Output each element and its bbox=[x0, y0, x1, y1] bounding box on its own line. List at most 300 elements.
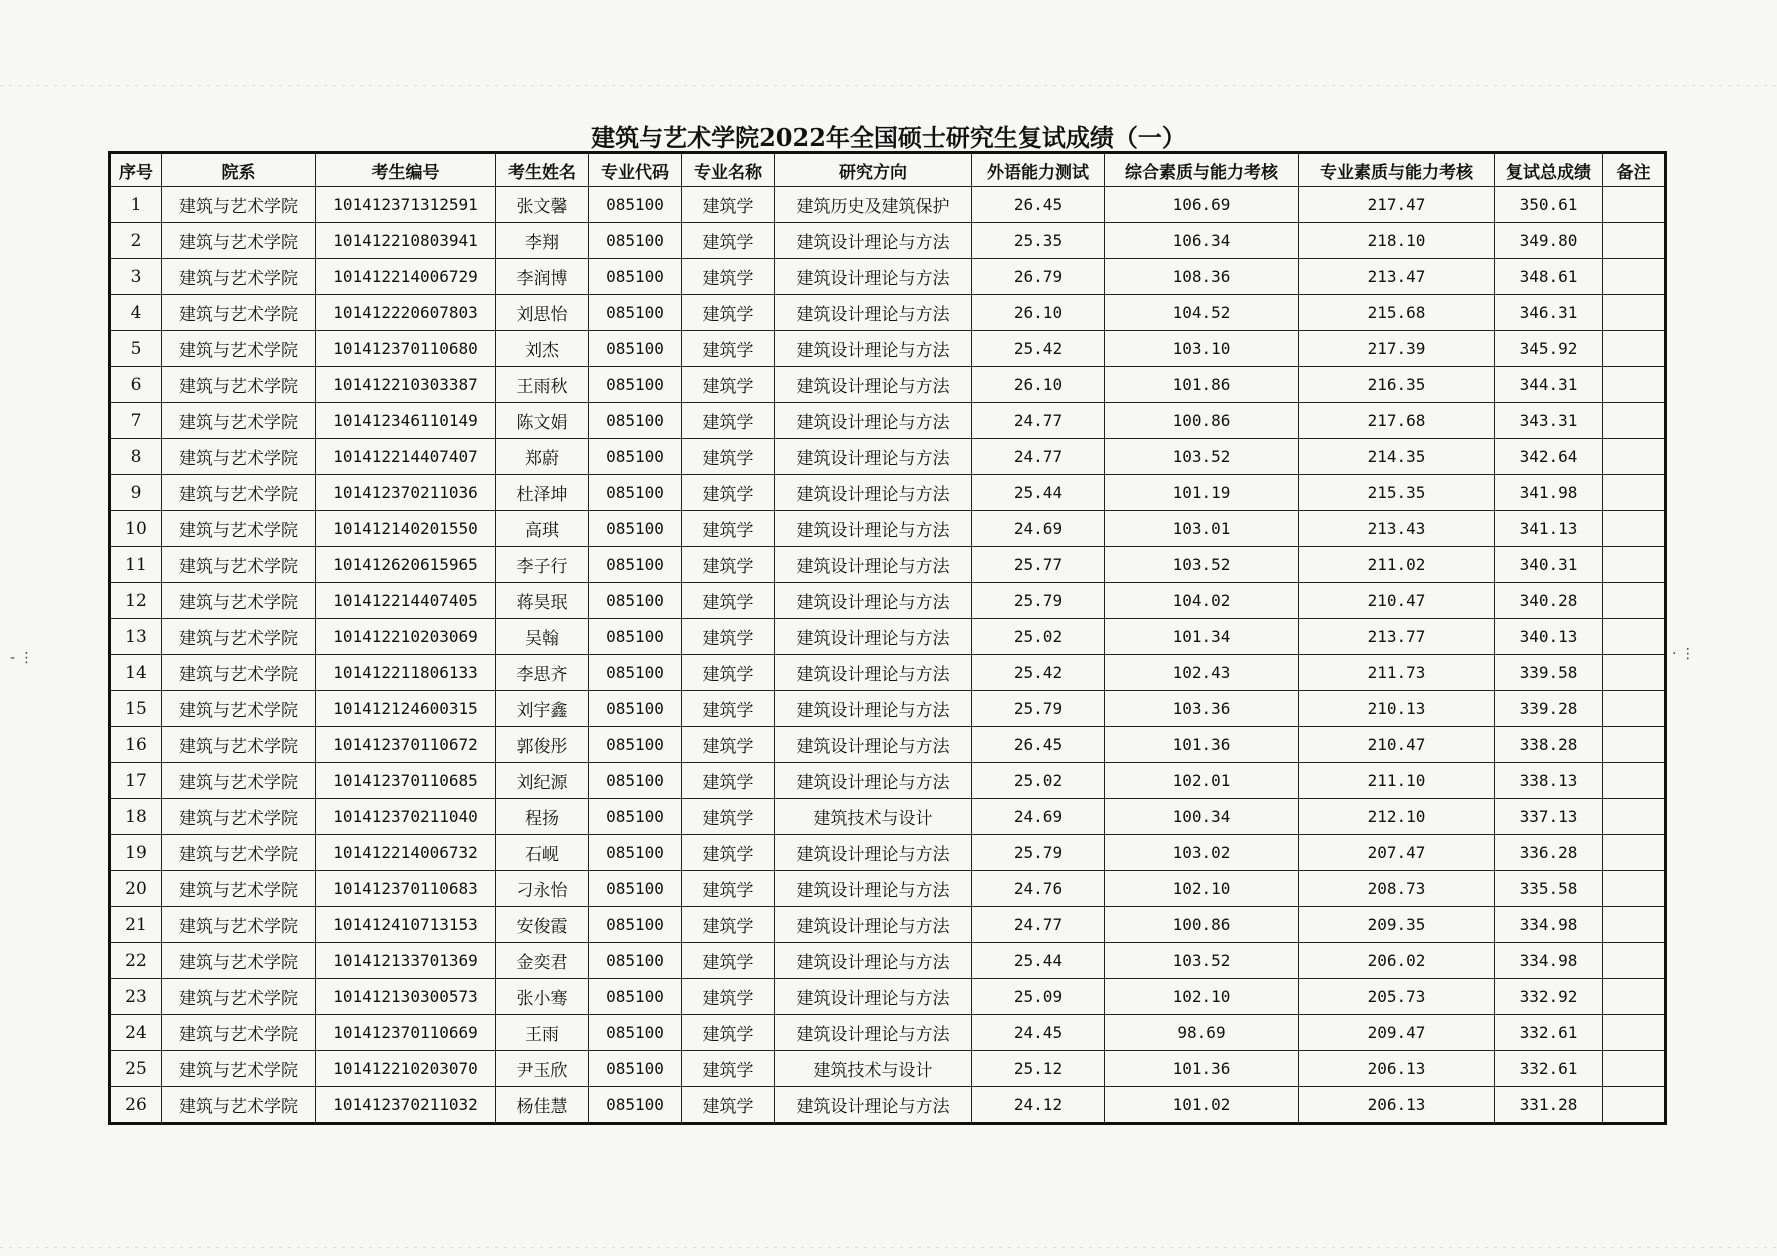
candidate-name-cell: 石岘 bbox=[496, 835, 589, 871]
scan-artifact-line bbox=[0, 85, 1777, 86]
foreign-language-score-cell: 25.44 bbox=[972, 475, 1105, 511]
major-code-cell: 085100 bbox=[589, 475, 682, 511]
comprehensive-score-cell: 103.02 bbox=[1105, 835, 1299, 871]
candidate-name-cell: 杨佳慧 bbox=[496, 1087, 589, 1124]
total-score-cell: 348.61 bbox=[1495, 259, 1603, 295]
research-direction-cell: 建筑历史及建筑保护 bbox=[775, 187, 972, 223]
total-score-cell: 331.28 bbox=[1495, 1087, 1603, 1124]
department-cell: 建筑与艺术学院 bbox=[162, 835, 316, 871]
foreign-language-score-cell: 26.10 bbox=[972, 295, 1105, 331]
candidate-name-cell: 刘思怡 bbox=[496, 295, 589, 331]
professional-score-cell: 218.10 bbox=[1299, 223, 1495, 259]
major-name-cell: 建筑学 bbox=[682, 979, 775, 1015]
research-direction-cell: 建筑设计理论与方法 bbox=[775, 907, 972, 943]
candidate-id-cell: 101412214407405 bbox=[316, 583, 496, 619]
foreign-language-score-cell: 25.79 bbox=[972, 835, 1105, 871]
candidate-id-cell: 101412214407407 bbox=[316, 439, 496, 475]
table-row bbox=[110, 223, 1666, 259]
candidate-id-cell: 101412211806133 bbox=[316, 655, 496, 691]
table-row bbox=[110, 439, 1666, 475]
department-cell: 建筑与艺术学院 bbox=[162, 259, 316, 295]
table-row bbox=[110, 943, 1666, 979]
foreign-language-score-cell: 26.79 bbox=[972, 259, 1105, 295]
remarks-cell bbox=[1603, 259, 1666, 295]
department-cell: 建筑与艺术学院 bbox=[162, 439, 316, 475]
total-score-cell: 341.13 bbox=[1495, 511, 1603, 547]
major-name-cell: 建筑学 bbox=[682, 259, 775, 295]
major-name-cell: 建筑学 bbox=[682, 547, 775, 583]
professional-score-cell: 213.43 bbox=[1299, 511, 1495, 547]
major-code-cell: 085100 bbox=[589, 1015, 682, 1051]
seq-cell: 1 bbox=[110, 187, 162, 223]
remarks-cell bbox=[1603, 835, 1666, 871]
comprehensive-score-cell: 103.52 bbox=[1105, 943, 1299, 979]
major-name-cell: 建筑学 bbox=[682, 439, 775, 475]
candidate-id-cell: 101412220607803 bbox=[316, 295, 496, 331]
major-code-cell: 085100 bbox=[589, 187, 682, 223]
table-header-row bbox=[110, 153, 1666, 187]
major-code-cell: 085100 bbox=[589, 619, 682, 655]
major-code-cell: 085100 bbox=[589, 691, 682, 727]
total-score-cell: 332.92 bbox=[1495, 979, 1603, 1015]
candidate-id-cell: 101412371312591 bbox=[316, 187, 496, 223]
department-cell: 建筑与艺术学院 bbox=[162, 871, 316, 907]
candidate-name-cell: 王雨秋 bbox=[496, 367, 589, 403]
candidate-id-cell: 101412214006732 bbox=[316, 835, 496, 871]
header-candidate-id: 考生编号 bbox=[316, 153, 496, 187]
document-title: 建筑与艺术学院2022年全国硕士研究生复试成绩（一） bbox=[591, 123, 1186, 152]
remarks-cell bbox=[1603, 619, 1666, 655]
foreign-language-score-cell: 24.69 bbox=[972, 511, 1105, 547]
major-code-cell: 085100 bbox=[589, 871, 682, 907]
total-score-cell: 345.92 bbox=[1495, 331, 1603, 367]
comprehensive-score-cell: 103.10 bbox=[1105, 331, 1299, 367]
foreign-language-score-cell: 24.77 bbox=[972, 439, 1105, 475]
research-direction-cell: 建筑设计理论与方法 bbox=[775, 943, 972, 979]
department-cell: 建筑与艺术学院 bbox=[162, 511, 316, 547]
major-name-cell: 建筑学 bbox=[682, 727, 775, 763]
seq-cell: 20 bbox=[110, 871, 162, 907]
total-score-cell: 350.61 bbox=[1495, 187, 1603, 223]
foreign-language-score-cell: 25.79 bbox=[972, 583, 1105, 619]
table-row bbox=[110, 871, 1666, 907]
seq-cell: 22 bbox=[110, 943, 162, 979]
remarks-cell bbox=[1603, 547, 1666, 583]
comprehensive-score-cell: 102.01 bbox=[1105, 763, 1299, 799]
research-direction-cell: 建筑设计理论与方法 bbox=[775, 223, 972, 259]
candidate-id-cell: 101412370110685 bbox=[316, 763, 496, 799]
foreign-language-score-cell: 25.42 bbox=[972, 655, 1105, 691]
table-body bbox=[110, 187, 1666, 1124]
total-score-cell: 332.61 bbox=[1495, 1051, 1603, 1087]
department-cell: 建筑与艺术学院 bbox=[162, 943, 316, 979]
total-score-cell: 334.98 bbox=[1495, 943, 1603, 979]
candidate-id-cell: 101412370211032 bbox=[316, 1087, 496, 1124]
department-cell: 建筑与艺术学院 bbox=[162, 763, 316, 799]
comprehensive-score-cell: 106.34 bbox=[1105, 223, 1299, 259]
seq-cell: 26 bbox=[110, 1087, 162, 1124]
major-code-cell: 085100 bbox=[589, 295, 682, 331]
total-score-cell: 346.31 bbox=[1495, 295, 1603, 331]
table-row bbox=[110, 1087, 1666, 1124]
total-score-cell: 339.28 bbox=[1495, 691, 1603, 727]
candidate-name-cell: 刘杰 bbox=[496, 331, 589, 367]
research-direction-cell: 建筑设计理论与方法 bbox=[775, 871, 972, 907]
professional-score-cell: 214.35 bbox=[1299, 439, 1495, 475]
department-cell: 建筑与艺术学院 bbox=[162, 1087, 316, 1124]
department-cell: 建筑与艺术学院 bbox=[162, 331, 316, 367]
major-name-cell: 建筑学 bbox=[682, 799, 775, 835]
research-direction-cell: 建筑技术与设计 bbox=[775, 1051, 972, 1087]
major-code-cell: 085100 bbox=[589, 799, 682, 835]
professional-score-cell: 211.10 bbox=[1299, 763, 1495, 799]
foreign-language-score-cell: 24.12 bbox=[972, 1087, 1105, 1124]
seq-cell: 15 bbox=[110, 691, 162, 727]
total-score-cell: 344.31 bbox=[1495, 367, 1603, 403]
score-table bbox=[108, 151, 1667, 1125]
table-row bbox=[110, 907, 1666, 943]
total-score-cell: 349.80 bbox=[1495, 223, 1603, 259]
research-direction-cell: 建筑设计理论与方法 bbox=[775, 259, 972, 295]
table-row bbox=[110, 1015, 1666, 1051]
research-direction-cell: 建筑设计理论与方法 bbox=[775, 727, 972, 763]
seq-cell: 17 bbox=[110, 763, 162, 799]
candidate-id-cell: 101412370110683 bbox=[316, 871, 496, 907]
total-score-cell: 342.64 bbox=[1495, 439, 1603, 475]
major-code-cell: 085100 bbox=[589, 259, 682, 295]
remarks-cell bbox=[1603, 187, 1666, 223]
candidate-id-cell: 101412210803941 bbox=[316, 223, 496, 259]
foreign-language-score-cell: 25.12 bbox=[972, 1051, 1105, 1087]
foreign-language-score-cell: 26.45 bbox=[972, 727, 1105, 763]
candidate-name-cell: 李润博 bbox=[496, 259, 589, 295]
major-code-cell: 085100 bbox=[589, 1087, 682, 1124]
header-comprehensive-score: 综合素质与能力考核 bbox=[1105, 153, 1299, 187]
major-code-cell: 085100 bbox=[589, 547, 682, 583]
total-score-cell: 337.13 bbox=[1495, 799, 1603, 835]
research-direction-cell: 建筑设计理论与方法 bbox=[775, 835, 972, 871]
department-cell: 建筑与艺术学院 bbox=[162, 799, 316, 835]
comprehensive-score-cell: 101.02 bbox=[1105, 1087, 1299, 1124]
foreign-language-score-cell: 25.02 bbox=[972, 619, 1105, 655]
comprehensive-score-cell: 100.34 bbox=[1105, 799, 1299, 835]
comprehensive-score-cell: 104.52 bbox=[1105, 295, 1299, 331]
major-code-cell: 085100 bbox=[589, 367, 682, 403]
department-cell: 建筑与艺术学院 bbox=[162, 223, 316, 259]
candidate-name-cell: 李翔 bbox=[496, 223, 589, 259]
research-direction-cell: 建筑设计理论与方法 bbox=[775, 691, 972, 727]
major-name-cell: 建筑学 bbox=[682, 691, 775, 727]
department-cell: 建筑与艺术学院 bbox=[162, 691, 316, 727]
comprehensive-score-cell: 101.36 bbox=[1105, 727, 1299, 763]
candidate-name-cell: 吴翰 bbox=[496, 619, 589, 655]
major-name-cell: 建筑学 bbox=[682, 619, 775, 655]
total-score-cell: 336.28 bbox=[1495, 835, 1603, 871]
professional-score-cell: 215.35 bbox=[1299, 475, 1495, 511]
major-name-cell: 建筑学 bbox=[682, 583, 775, 619]
candidate-name-cell: 高琪 bbox=[496, 511, 589, 547]
remarks-cell bbox=[1603, 871, 1666, 907]
remarks-cell bbox=[1603, 295, 1666, 331]
seq-cell: 8 bbox=[110, 439, 162, 475]
major-name-cell: 建筑学 bbox=[682, 1051, 775, 1087]
research-direction-cell: 建筑设计理论与方法 bbox=[775, 979, 972, 1015]
professional-score-cell: 217.47 bbox=[1299, 187, 1495, 223]
professional-score-cell: 213.47 bbox=[1299, 259, 1495, 295]
table-row bbox=[110, 835, 1666, 871]
major-code-cell: 085100 bbox=[589, 655, 682, 691]
research-direction-cell: 建筑技术与设计 bbox=[775, 799, 972, 835]
candidate-id-cell: 101412133701369 bbox=[316, 943, 496, 979]
major-code-cell: 085100 bbox=[589, 223, 682, 259]
major-name-cell: 建筑学 bbox=[682, 763, 775, 799]
remarks-cell bbox=[1603, 1015, 1666, 1051]
comprehensive-score-cell: 106.69 bbox=[1105, 187, 1299, 223]
table-row bbox=[110, 295, 1666, 331]
research-direction-cell: 建筑设计理论与方法 bbox=[775, 583, 972, 619]
department-cell: 建筑与艺术学院 bbox=[162, 619, 316, 655]
major-name-cell: 建筑学 bbox=[682, 907, 775, 943]
candidate-name-cell: 陈文娟 bbox=[496, 403, 589, 439]
major-name-cell: 建筑学 bbox=[682, 475, 775, 511]
total-score-cell: 332.61 bbox=[1495, 1015, 1603, 1051]
major-code-cell: 085100 bbox=[589, 907, 682, 943]
candidate-name-cell: 郑蔚 bbox=[496, 439, 589, 475]
table-row bbox=[110, 655, 1666, 691]
left-margin-mark: - ⋮ bbox=[10, 650, 34, 666]
major-code-cell: 085100 bbox=[589, 439, 682, 475]
department-cell: 建筑与艺术学院 bbox=[162, 655, 316, 691]
major-name-cell: 建筑学 bbox=[682, 223, 775, 259]
department-cell: 建筑与艺术学院 bbox=[162, 583, 316, 619]
major-name-cell: 建筑学 bbox=[682, 1015, 775, 1051]
professional-score-cell: 213.77 bbox=[1299, 619, 1495, 655]
professional-score-cell: 208.73 bbox=[1299, 871, 1495, 907]
candidate-name-cell: 李子行 bbox=[496, 547, 589, 583]
department-cell: 建筑与艺术学院 bbox=[162, 403, 316, 439]
remarks-cell bbox=[1603, 1087, 1666, 1124]
research-direction-cell: 建筑设计理论与方法 bbox=[775, 619, 972, 655]
comprehensive-score-cell: 101.19 bbox=[1105, 475, 1299, 511]
table-row bbox=[110, 475, 1666, 511]
foreign-language-score-cell: 26.10 bbox=[972, 367, 1105, 403]
candidate-id-cell: 101412346110149 bbox=[316, 403, 496, 439]
major-code-cell: 085100 bbox=[589, 331, 682, 367]
remarks-cell bbox=[1603, 979, 1666, 1015]
seq-cell: 4 bbox=[110, 295, 162, 331]
candidate-name-cell: 蒋昊珉 bbox=[496, 583, 589, 619]
header-major-code: 专业代码 bbox=[589, 153, 682, 187]
seq-cell: 5 bbox=[110, 331, 162, 367]
total-score-cell: 340.28 bbox=[1495, 583, 1603, 619]
total-score-cell: 338.28 bbox=[1495, 727, 1603, 763]
major-code-cell: 085100 bbox=[589, 403, 682, 439]
candidate-id-cell: 101412370110680 bbox=[316, 331, 496, 367]
table-row bbox=[110, 691, 1666, 727]
major-name-cell: 建筑学 bbox=[682, 835, 775, 871]
remarks-cell bbox=[1603, 511, 1666, 547]
comprehensive-score-cell: 103.36 bbox=[1105, 691, 1299, 727]
header-major-name: 专业名称 bbox=[682, 153, 775, 187]
professional-score-cell: 207.47 bbox=[1299, 835, 1495, 871]
research-direction-cell: 建筑设计理论与方法 bbox=[775, 475, 972, 511]
seq-cell: 11 bbox=[110, 547, 162, 583]
header-research-direction: 研究方向 bbox=[775, 153, 972, 187]
department-cell: 建筑与艺术学院 bbox=[162, 727, 316, 763]
candidate-name-cell: 郭俊彤 bbox=[496, 727, 589, 763]
seq-cell: 2 bbox=[110, 223, 162, 259]
candidate-id-cell: 101412140201550 bbox=[316, 511, 496, 547]
table-row bbox=[110, 187, 1666, 223]
major-name-cell: 建筑学 bbox=[682, 655, 775, 691]
professional-score-cell: 209.47 bbox=[1299, 1015, 1495, 1051]
table-row bbox=[110, 979, 1666, 1015]
professional-score-cell: 206.13 bbox=[1299, 1087, 1495, 1124]
header-foreign-language-score: 外语能力测试 bbox=[972, 153, 1105, 187]
foreign-language-score-cell: 24.69 bbox=[972, 799, 1105, 835]
professional-score-cell: 215.68 bbox=[1299, 295, 1495, 331]
foreign-language-score-cell: 24.77 bbox=[972, 907, 1105, 943]
comprehensive-score-cell: 98.69 bbox=[1105, 1015, 1299, 1051]
candidate-id-cell: 101412620615965 bbox=[316, 547, 496, 583]
header-candidate-name: 考生姓名 bbox=[496, 153, 589, 187]
comprehensive-score-cell: 101.34 bbox=[1105, 619, 1299, 655]
department-cell: 建筑与艺术学院 bbox=[162, 1051, 316, 1087]
candidate-id-cell: 101412410713153 bbox=[316, 907, 496, 943]
professional-score-cell: 216.35 bbox=[1299, 367, 1495, 403]
remarks-cell bbox=[1603, 1051, 1666, 1087]
table-row bbox=[110, 511, 1666, 547]
foreign-language-score-cell: 25.79 bbox=[972, 691, 1105, 727]
remarks-cell bbox=[1603, 763, 1666, 799]
major-code-cell: 085100 bbox=[589, 583, 682, 619]
candidate-id-cell: 101412210303387 bbox=[316, 367, 496, 403]
remarks-cell bbox=[1603, 367, 1666, 403]
foreign-language-score-cell: 25.35 bbox=[972, 223, 1105, 259]
major-name-cell: 建筑学 bbox=[682, 1087, 775, 1124]
candidate-name-cell: 刘宇鑫 bbox=[496, 691, 589, 727]
remarks-cell bbox=[1603, 943, 1666, 979]
major-name-cell: 建筑学 bbox=[682, 943, 775, 979]
professional-score-cell: 212.10 bbox=[1299, 799, 1495, 835]
header-professional-score: 专业素质与能力考核 bbox=[1299, 153, 1495, 187]
professional-score-cell: 210.13 bbox=[1299, 691, 1495, 727]
candidate-name-cell: 金奕君 bbox=[496, 943, 589, 979]
research-direction-cell: 建筑设计理论与方法 bbox=[775, 439, 972, 475]
foreign-language-score-cell: 25.09 bbox=[972, 979, 1105, 1015]
table-row bbox=[110, 367, 1666, 403]
comprehensive-score-cell: 104.02 bbox=[1105, 583, 1299, 619]
professional-score-cell: 211.02 bbox=[1299, 547, 1495, 583]
department-cell: 建筑与艺术学院 bbox=[162, 547, 316, 583]
seq-cell: 6 bbox=[110, 367, 162, 403]
total-score-cell: 340.31 bbox=[1495, 547, 1603, 583]
total-score-cell: 343.31 bbox=[1495, 403, 1603, 439]
comprehensive-score-cell: 101.36 bbox=[1105, 1051, 1299, 1087]
comprehensive-score-cell: 102.10 bbox=[1105, 979, 1299, 1015]
major-code-cell: 085100 bbox=[589, 979, 682, 1015]
research-direction-cell: 建筑设计理论与方法 bbox=[775, 331, 972, 367]
table-row bbox=[110, 619, 1666, 655]
foreign-language-score-cell: 25.77 bbox=[972, 547, 1105, 583]
seq-cell: 16 bbox=[110, 727, 162, 763]
candidate-name-cell: 刁永怡 bbox=[496, 871, 589, 907]
total-score-cell: 340.13 bbox=[1495, 619, 1603, 655]
major-code-cell: 085100 bbox=[589, 835, 682, 871]
research-direction-cell: 建筑设计理论与方法 bbox=[775, 547, 972, 583]
research-direction-cell: 建筑设计理论与方法 bbox=[775, 403, 972, 439]
professional-score-cell: 205.73 bbox=[1299, 979, 1495, 1015]
seq-cell: 12 bbox=[110, 583, 162, 619]
table-row bbox=[110, 403, 1666, 439]
candidate-id-cell: 101412210203069 bbox=[316, 619, 496, 655]
seq-cell: 19 bbox=[110, 835, 162, 871]
research-direction-cell: 建筑设计理论与方法 bbox=[775, 1087, 972, 1124]
candidate-id-cell: 101412370110672 bbox=[316, 727, 496, 763]
total-score-cell: 339.58 bbox=[1495, 655, 1603, 691]
remarks-cell bbox=[1603, 475, 1666, 511]
major-name-cell: 建筑学 bbox=[682, 871, 775, 907]
candidate-id-cell: 101412210203070 bbox=[316, 1051, 496, 1087]
seq-cell: 25 bbox=[110, 1051, 162, 1087]
total-score-cell: 341.98 bbox=[1495, 475, 1603, 511]
table-row bbox=[110, 583, 1666, 619]
research-direction-cell: 建筑设计理论与方法 bbox=[775, 511, 972, 547]
table-row bbox=[110, 763, 1666, 799]
table-row bbox=[110, 331, 1666, 367]
candidate-id-cell: 101412370110669 bbox=[316, 1015, 496, 1051]
candidate-name-cell: 刘纪源 bbox=[496, 763, 589, 799]
professional-score-cell: 209.35 bbox=[1299, 907, 1495, 943]
seq-cell: 23 bbox=[110, 979, 162, 1015]
major-code-cell: 085100 bbox=[589, 727, 682, 763]
total-score-cell: 335.58 bbox=[1495, 871, 1603, 907]
major-name-cell: 建筑学 bbox=[682, 295, 775, 331]
header-seq: 序号 bbox=[110, 153, 162, 187]
candidate-id-cell: 101412214006729 bbox=[316, 259, 496, 295]
professional-score-cell: 217.68 bbox=[1299, 403, 1495, 439]
seq-cell: 9 bbox=[110, 475, 162, 511]
major-name-cell: 建筑学 bbox=[682, 367, 775, 403]
major-code-cell: 085100 bbox=[589, 1051, 682, 1087]
remarks-cell bbox=[1603, 907, 1666, 943]
header-remarks: 备注 bbox=[1603, 153, 1666, 187]
research-direction-cell: 建筑设计理论与方法 bbox=[775, 655, 972, 691]
major-code-cell: 085100 bbox=[589, 943, 682, 979]
department-cell: 建筑与艺术学院 bbox=[162, 979, 316, 1015]
professional-score-cell: 210.47 bbox=[1299, 727, 1495, 763]
table-row bbox=[110, 547, 1666, 583]
table-row bbox=[110, 727, 1666, 763]
foreign-language-score-cell: 24.76 bbox=[972, 871, 1105, 907]
foreign-language-score-cell: 25.42 bbox=[972, 331, 1105, 367]
professional-score-cell: 217.39 bbox=[1299, 331, 1495, 367]
comprehensive-score-cell: 103.52 bbox=[1105, 439, 1299, 475]
remarks-cell bbox=[1603, 799, 1666, 835]
seq-cell: 10 bbox=[110, 511, 162, 547]
professional-score-cell: 206.13 bbox=[1299, 1051, 1495, 1087]
comprehensive-score-cell: 100.86 bbox=[1105, 907, 1299, 943]
foreign-language-score-cell: 24.77 bbox=[972, 403, 1105, 439]
total-score-cell: 334.98 bbox=[1495, 907, 1603, 943]
remarks-cell bbox=[1603, 403, 1666, 439]
major-code-cell: 085100 bbox=[589, 763, 682, 799]
seq-cell: 3 bbox=[110, 259, 162, 295]
header-total-score: 复试总成绩 bbox=[1495, 153, 1603, 187]
table-row bbox=[110, 259, 1666, 295]
foreign-language-score-cell: 25.02 bbox=[972, 763, 1105, 799]
remarks-cell bbox=[1603, 583, 1666, 619]
